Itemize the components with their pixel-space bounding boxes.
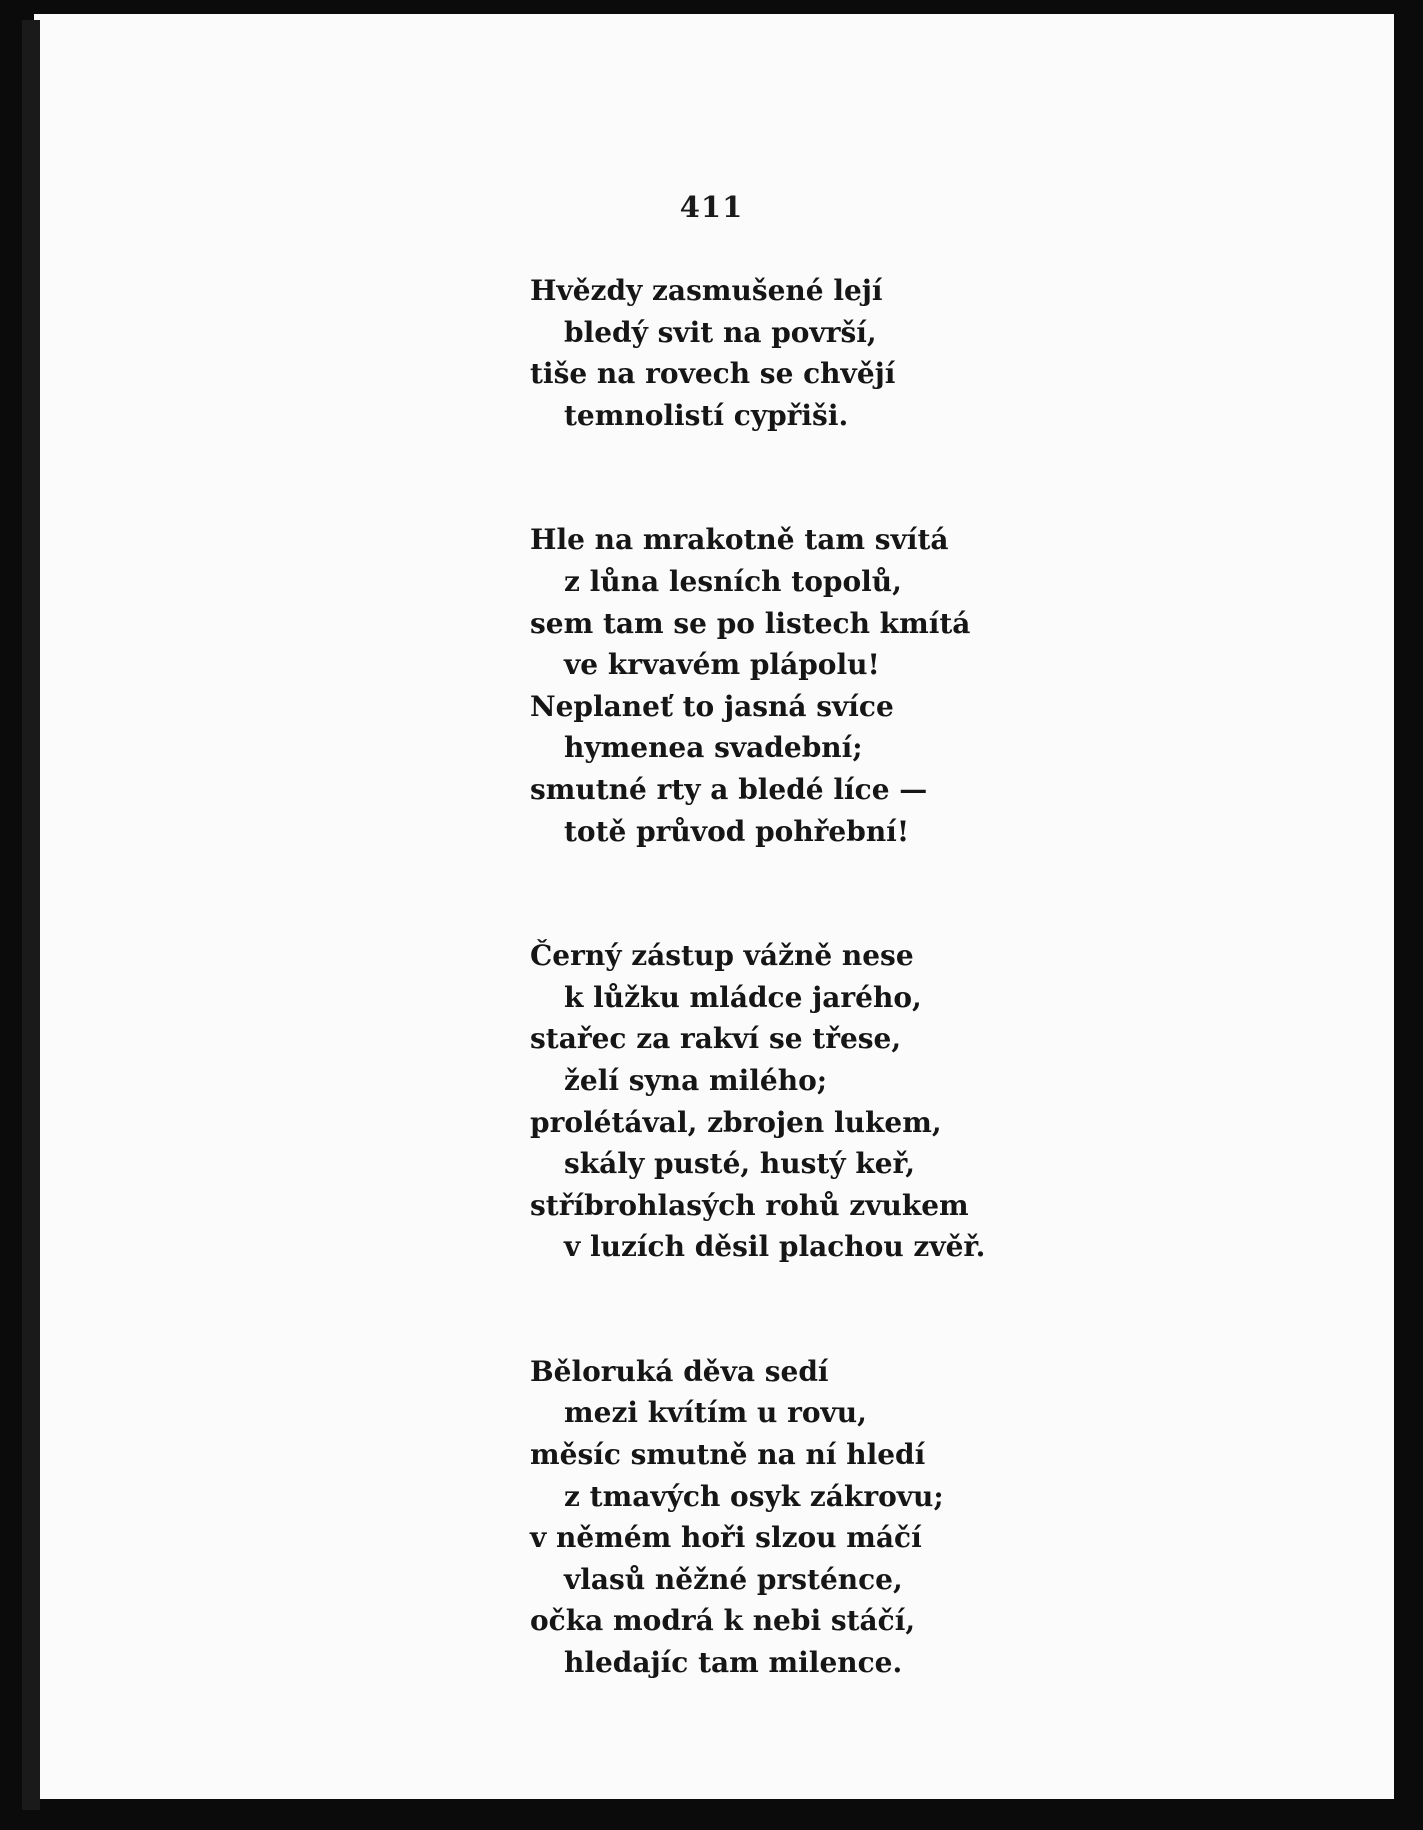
verse-line: z tmavých osyk zákrovu;: [564, 1479, 944, 1513]
verse-line: Neplaneť to jasná svíce: [530, 689, 894, 723]
verse-line: mezi kvítím u rovu,: [564, 1396, 867, 1430]
verse-line: ve krvavém plápolu!: [564, 648, 880, 682]
verse-line: v němém hoři slzou máčí: [530, 1521, 922, 1555]
verse-line: z lůna lesních topolů,: [564, 564, 902, 598]
verse-line: bledý svit na površí,: [564, 315, 877, 349]
verse-line: stříbrohlasých rohů zvukem: [530, 1188, 969, 1222]
stanza-2: [530, 519, 1030, 852]
stanza-4: [530, 1351, 1030, 1684]
verse-line: Hle na mrakotně tam svítá: [530, 523, 949, 557]
poem: [530, 270, 1030, 1767]
verse-line: prolétával, zbrojen lukem,: [530, 1105, 942, 1139]
verse-line: vlasů něžné prsténce,: [564, 1562, 903, 1596]
verse-line: smutné rty a bledé líce —: [530, 772, 928, 806]
verse-line: stařec za rakví se třese,: [530, 1022, 902, 1056]
verse-line: v luzích děsil plachou zvěř.: [564, 1230, 986, 1264]
verse-line: Běloruká děva sedí: [530, 1354, 829, 1388]
page-number: 411: [679, 190, 744, 224]
verse-line: totě průvod pohřební!: [564, 814, 910, 848]
verse-line: očka modrá k nebi stáčí,: [530, 1604, 916, 1638]
verse-line: Černý zástup vážně nese: [530, 939, 914, 973]
verse-line: k lůžku mládce jarého,: [564, 980, 922, 1014]
stanza-1: [530, 270, 1030, 436]
book-spine-edge: [22, 20, 40, 1810]
verse-line: sem tam se po listech kmítá: [530, 606, 971, 640]
verse-line: skály pusté, hustý keř,: [564, 1147, 916, 1181]
verse-line: tiše na rovech se chvějí: [530, 357, 896, 391]
stanza-3: [530, 935, 1030, 1268]
verse-line: hledajíc tam milence.: [564, 1646, 903, 1680]
verse-line: želí syna milého;: [564, 1063, 828, 1097]
verse-line: hymenea svadební;: [564, 731, 863, 765]
verse-line: Hvězdy zasmušené lejí: [530, 274, 883, 307]
verse-line: temnolistí cypřiši.: [564, 398, 849, 432]
verse-line: měsíc smutně na ní hledí: [530, 1438, 926, 1472]
